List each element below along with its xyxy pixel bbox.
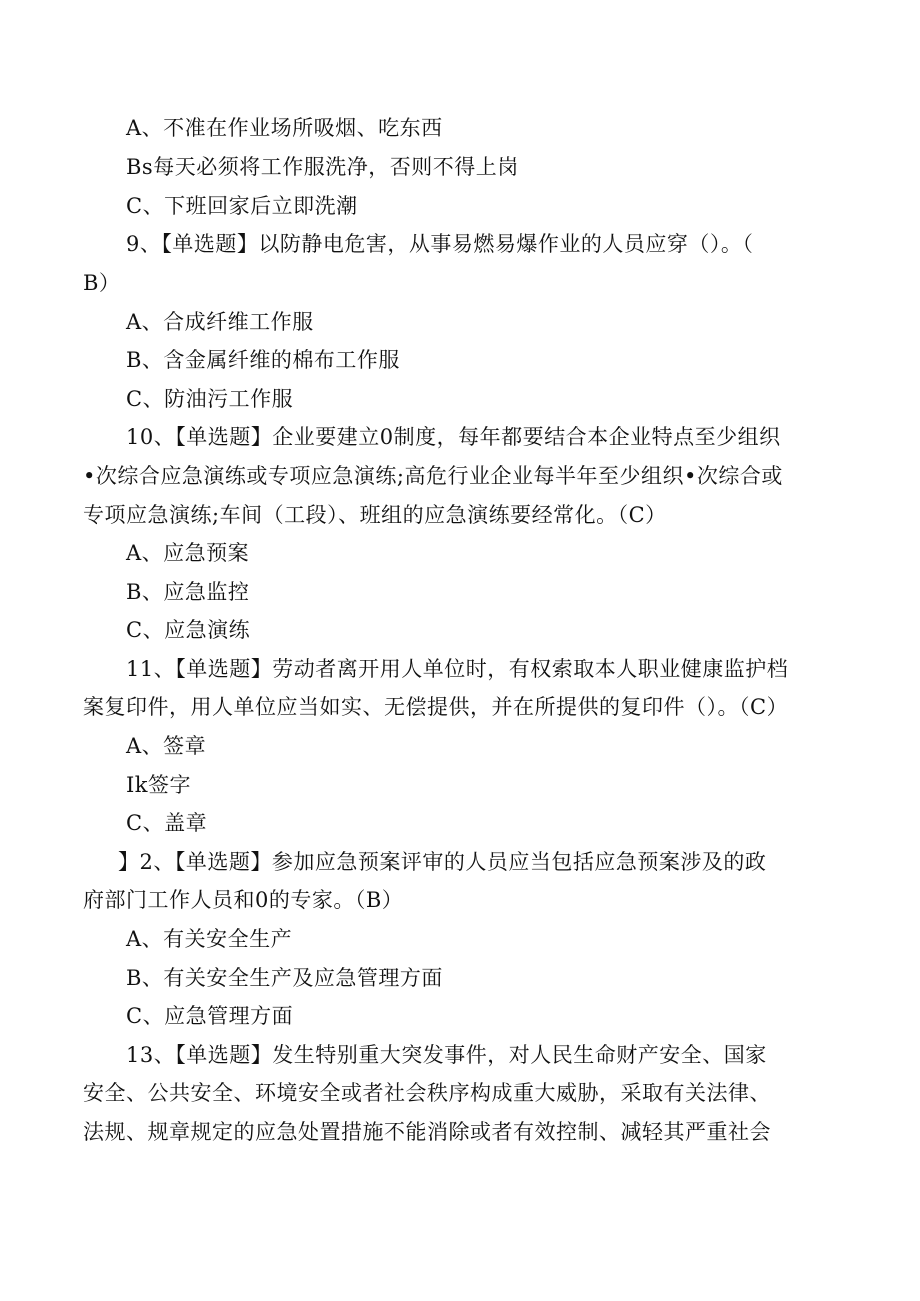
question-10-continuation: 专项应急演练;车间（工段）、班组的应急演练要经常化。（C） <box>83 503 667 527</box>
option-line: Ik签字 <box>126 773 192 797</box>
option-line: B、有关安全生产及应急管理方面 <box>126 966 443 990</box>
question-12-text: 】2、【单选题】参加应急预案评审的人员应当包括应急预案涉及的政 <box>118 850 767 874</box>
option-line: Bs每天必须将工作服洗净，否则不得上岗 <box>126 155 519 179</box>
option-line: B、应急监控 <box>126 580 250 604</box>
option-line: B、含金属纤维的棉布工作服 <box>126 348 400 372</box>
question-11-continuation: 案复印件，用人单位应当如实、无偿提供，并在所提供的复印件（）。（C） <box>83 695 789 719</box>
question-9-text: 9、【单选题】以防静电危害，从事易燃易爆作业的人员应穿（）。（ <box>126 232 754 256</box>
question-11-text: 11、【单选题】劳动者离开用人单位时，有权索取本人职业健康监护档 <box>126 657 789 681</box>
option-line: C、盖章 <box>126 811 208 835</box>
question-13-text: 13、【单选题】发生特别重大突发事件，对人民生命财产安全、国家 <box>126 1043 767 1067</box>
question-12-continuation: 府部门工作人员和0的专家。（B） <box>83 888 404 912</box>
option-line: A、有关安全生产 <box>126 927 293 951</box>
option-line: A、不准在作业场所吸烟、吃东西 <box>126 116 443 140</box>
question-13-continuation: 法规、规章规定的应急处置措施不能消除或者有效控制、减轻其严重社会 <box>83 1120 771 1144</box>
question-10-continuation: •次综合应急演练或专项应急演练;高危行业企业每半年至少组织•次综合或 <box>83 464 783 488</box>
option-line: C、防油污工作服 <box>126 387 294 411</box>
question-10-text: 10、【单选题】企业要建立0制度，每年都要结合本企业特点至少组织 <box>126 425 781 449</box>
question-13-continuation: 安全、公共安全、环境安全或者社会秩序构成重大威胁，采取有关法律、 <box>83 1081 771 1105</box>
option-line: C、应急管理方面 <box>126 1004 294 1028</box>
question-9-answer: B） <box>83 271 121 295</box>
option-line: A、应急预案 <box>126 541 250 565</box>
option-line: C、应急演练 <box>126 618 251 642</box>
option-line: A、签章 <box>126 734 207 758</box>
option-line: C、下班回家后立即洗潮 <box>126 194 358 218</box>
option-line: A、合成纤维工作服 <box>126 310 314 334</box>
